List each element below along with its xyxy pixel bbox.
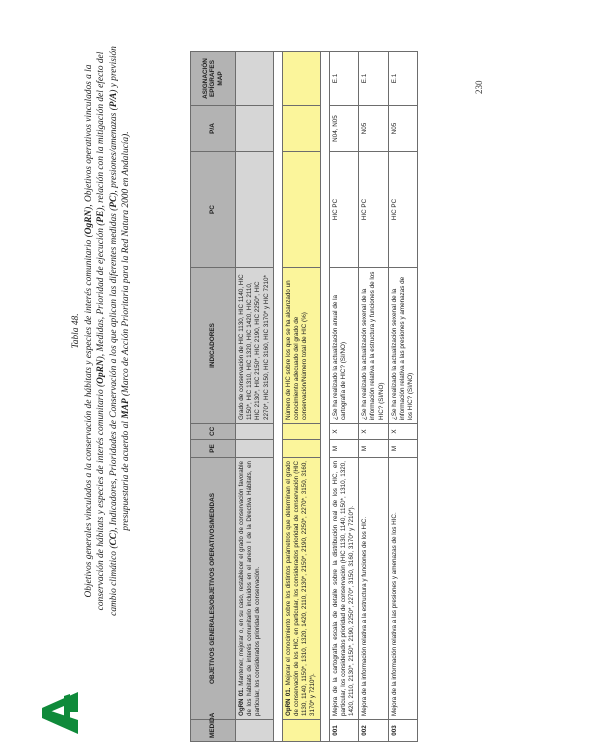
operative-objective-indicator: Número de HIC sobre los que se ha alcanzado un conocimiento adecuado del grado de conservación/Número total de HIC (%)	[282, 268, 320, 424]
general-objective-indicator: Grado de conservación de HIC 1130, HIC 1140, HIC 1150*, HIC 1310, HIC 1320, HIC 1420, HIC 2110, HIC 2130*, HIC 2150*, HIC 2190, HIC 2250*, HIC 2270*, HIC 3150, HIC 3160, HIC 3170* y HIC 7210*	[236, 268, 274, 424]
header-medida: MEDIDA	[191, 720, 236, 742]
measure-number: 003	[388, 720, 418, 742]
measure-map: E.1	[359, 52, 389, 106]
measure-text: Mejora de la información relativa a las presiones y amenazas de los HIC.	[388, 458, 418, 720]
caption-oprn: OpRN	[96, 359, 107, 384]
operative-objective-code: OpRN 01.	[284, 687, 292, 716]
empty-cell	[282, 52, 320, 106]
caption-pc: PC	[108, 195, 119, 208]
caption-text: (Marco de Acción Prioritaria para la Red Natura 2000 en Andalucía).	[121, 131, 132, 399]
header-indicators: INDICADORES	[191, 268, 236, 424]
measure-pa: N05	[359, 106, 389, 152]
general-objective-code: OgRN 01.	[238, 687, 245, 716]
header-pa: P/A	[191, 106, 236, 152]
table-row	[329, 52, 359, 742]
caption-text: ), presiones/amenazas (	[108, 107, 119, 196]
header-pc: PC	[191, 152, 236, 268]
measure-number: 001	[329, 720, 359, 742]
table-header-row	[191, 52, 236, 742]
measure-cc: X	[359, 424, 389, 440]
measure-number: 002	[359, 720, 389, 742]
caption-table-label: Tabla 48.	[71, 313, 81, 349]
measure-pe: M	[329, 440, 359, 458]
caption-ogrn: OgRN	[83, 209, 94, 235]
junta-de-andalucia-logo	[36, 688, 80, 738]
measure-pc: HIC PC	[359, 152, 389, 268]
caption-text: ), Medidas, Prioridad de ejecución (	[96, 222, 107, 360]
caption-text: ) y previsión presupuestaria de acuerdo al	[108, 46, 132, 531]
empty-cell	[236, 52, 274, 106]
general-objective-row	[236, 52, 274, 742]
operative-objective-desc: Mejorar el conocimiento sobre los distintos parámetros que determinan el grado de conservación de los HIC, en particular, los considerados prioridad de conservación (HIC 1130, 1140, 1150*, 1310, 1320, 1420, 2110, 2130*, 2150*, 2190, 2250*, 2270*, 3150, 3160, 3170* y 7210*).	[284, 461, 317, 716]
caption-map: MAP	[121, 398, 132, 419]
operative-objective-text	[282, 458, 320, 720]
table-caption	[70, 46, 133, 616]
measure-pe: M	[388, 440, 418, 458]
caption-pa: P/A	[108, 92, 119, 108]
empty-cell	[282, 424, 320, 440]
caption-text: Objetivos generales vinculados a la conservación de hábitats y especies de interés comunitario (	[83, 234, 94, 598]
caption-cc: CC	[108, 533, 119, 546]
caption-pe: PE	[96, 210, 107, 223]
empty-cell	[236, 424, 274, 440]
header-map: ASIGNACIÓN EPÍGRAFES MAP	[191, 52, 236, 106]
empty-cell	[282, 106, 320, 152]
measure-cc: X	[388, 424, 418, 440]
header-cc: CC	[191, 424, 236, 440]
empty-cell	[236, 152, 274, 268]
measure-pc: HIC PC	[329, 152, 359, 268]
measure-pe: M	[359, 440, 389, 458]
empty-cell	[282, 440, 320, 458]
caption-text: ), relación con la mitigación del efecto del cambio climático (	[96, 51, 119, 616]
measure-map: E.1	[329, 52, 359, 106]
general-objective-desc: Mantener, mejorar o, en su caso, restablecer el grado de conservación favorable de los hábitats de interés comunitario incluidos en el anexo I de la Directiva Hábitats, en particular, los considerados prioridad de conservación.	[238, 460, 262, 716]
empty-cell	[282, 720, 320, 742]
operative-objective-row	[282, 52, 320, 742]
page-number: 230	[474, 80, 484, 94]
measure-indicator: ¿Se ha realizado la actualización sexenal de la información relativa a las presiones y amenazas de los HIC? (SI/NO)	[388, 268, 418, 424]
measure-pc: HIC PC	[388, 152, 418, 268]
table-row	[359, 52, 389, 742]
table-row	[388, 52, 418, 742]
measures-table	[190, 51, 418, 742]
empty-cell	[236, 106, 274, 152]
measure-cc: X	[329, 424, 359, 440]
empty-cell	[282, 152, 320, 268]
measure-pa: N05	[388, 106, 418, 152]
measure-text: Mejora de la información relativa a la estructura y funciones de los HIC.	[359, 458, 389, 720]
measure-text: Mejora de la cartografía escala de detalle sobre la distribución real de los HIC, en particular, los considerados prioridad de conservación (HIC 1130, 1140, 1150*, 1310, 1320, 1420, 2110, 2130*, 2150*, 2190, 2250*, 2270*, 3150, 3160, 3170* y 7210*).	[329, 458, 359, 720]
measure-map: E.1	[388, 52, 418, 106]
empty-cell	[236, 440, 274, 458]
measure-indicator: ¿Se ha realizado la actualización sexenal de la información relativa a la estructura y funciones de los HIC? (SI/NO)	[359, 268, 389, 424]
general-objective-text	[236, 458, 274, 720]
caption-text: ), Objetivos operativos vinculados a la conservación de hábitats y especies de interés comunitario (	[83, 64, 107, 611]
measure-indicator: ¿Se ha realizado la actualización anual de la cartografía de HIC? (SI/NO)	[329, 268, 359, 424]
empty-cell	[236, 720, 274, 742]
measure-pa: N04, N05	[329, 106, 359, 152]
caption-text: ), Indicadores, Prioridades de Conservación a los que aplican las diferentes medidas (	[108, 207, 119, 534]
header-pe: PE	[191, 440, 236, 458]
header-objectives: OBJETIVOS GENERALES/OBJETIVOS OPERATIVOS/MEDIDAS	[191, 458, 236, 720]
